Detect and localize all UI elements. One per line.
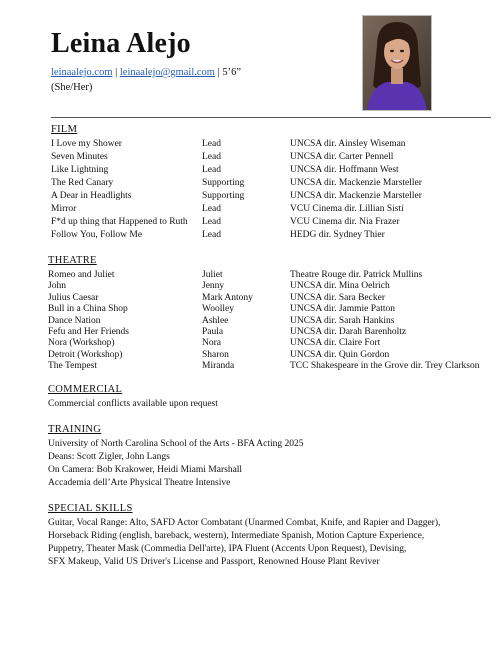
role: Lead — [202, 204, 221, 214]
training-section-title: TRAINING — [48, 424, 102, 435]
role: Lead — [202, 152, 221, 162]
company-director: Theatre Rouge dir. Patrick Mullins — [290, 270, 423, 280]
height-text: 5’6” — [222, 67, 242, 78]
header-divider — [51, 117, 491, 118]
project-title: Fefu and Her Friends — [48, 327, 129, 337]
role: Lead — [202, 165, 221, 175]
role: Nora — [202, 338, 221, 349]
role: Jenny — [202, 281, 225, 292]
company-director: UNCSA dir. Mina Oelrich — [290, 281, 390, 292]
skills-line: Horseback Riding (english, bareback, western), Intermediate Spanish, Motion Capture Experience, — [48, 531, 425, 541]
company-director: HEDG dir. Sydney Thier — [290, 230, 385, 240]
project-title: Detroit (Workshop) — [48, 349, 123, 360]
pronouns: (She/Her) — [51, 82, 93, 93]
skills-line: SFX Makeup, Valid US Driver's License and Passport, Renowned House Plant Reviver — [48, 557, 380, 567]
role: Juliet — [202, 270, 223, 280]
role: Ashlee — [202, 315, 229, 326]
skills-line: Guitar, Vocal Range: Alto, SAFD Actor Combatant (Unarmed Combat, Knife, and Rapier and Dagger), — [48, 518, 441, 528]
company-director: UNCSA dir. Carter Pennell — [290, 152, 394, 162]
role: Miranda — [202, 361, 235, 372]
project-title: A Dear in Headlights — [51, 191, 132, 201]
project-title: John — [48, 281, 66, 292]
project-title: Julius Caesar — [48, 292, 99, 303]
role: Mark Antony — [202, 292, 253, 303]
headshot-photo — [362, 15, 432, 111]
company-director: UNCSA dir. Sarah Hankins — [290, 315, 395, 326]
project-title: Bull in a China Shop — [48, 304, 128, 315]
company-director: UNCSA dir. Claire Fort — [290, 338, 381, 349]
training-line: Deans: Scott Zigler, John Langs — [48, 452, 170, 462]
project-title: F*d up thing that Happened to Ruth — [51, 217, 188, 227]
company-director: UNCSA dir. Mackenzie Marsteller — [290, 191, 422, 201]
commercial-section-title: COMMERCIAL — [48, 384, 123, 395]
company-director: UNCSA dir. Hoffmann West — [290, 165, 399, 175]
company-director: UNCSA dir. Sara Becker — [290, 292, 385, 303]
role: Paula — [202, 327, 224, 337]
film-section-title: FILM — [51, 124, 78, 135]
contact-line — [51, 67, 241, 78]
contact-separator: | — [112, 67, 120, 78]
project-title: Follow You, Follow Me — [51, 230, 143, 240]
project-title: Mirror — [51, 204, 77, 214]
role: Supporting — [202, 191, 245, 201]
training-line: On Camera: Bob Krakower, Heidi Miami Marshall — [48, 465, 243, 475]
company-director: VCU Cinema dir. Nia Frazer — [290, 217, 400, 227]
role: Sharon — [202, 349, 229, 360]
project-title: Nora (Workshop) — [48, 338, 115, 349]
role: Supporting — [202, 178, 245, 188]
contact-separator: | — [214, 67, 223, 78]
project-title: The Red Canary — [51, 178, 114, 188]
skills-line: Puppetry, Theater Mask (Commedia Dell'arte), IPA Fluent (Accents Upon Request), Devising, — [48, 544, 407, 554]
project-title: Like Lightning — [51, 165, 109, 175]
role: Lead — [202, 230, 221, 240]
company-director: VCU Cinema dir. Lillian Sisti — [290, 204, 404, 214]
role: Lead — [202, 217, 221, 227]
company-director: UNCSA dir. Jammie Patton — [290, 304, 396, 315]
theatre-section-title: THEATRE — [48, 255, 97, 266]
project-title: Dance Nation — [48, 315, 101, 326]
company-director: UNCSA dir. Mackenzie Marsteller — [290, 178, 422, 188]
project-title: Seven Minutes — [51, 152, 108, 162]
company-director: UNCSA dir. Quin Gordon — [290, 349, 390, 360]
project-title: I Love my Shower — [51, 139, 122, 149]
company-director: UNCSA dir. Ainsley Wiseman — [290, 139, 406, 149]
project-title: Romeo and Juliet — [48, 270, 115, 280]
resume-name: Leina Alejo — [51, 28, 191, 59]
company-director: UNCSA dir. Darah Barenholtz — [290, 327, 407, 337]
website-link[interactable]: leinaalejo.com — [51, 67, 113, 78]
commercial-line: Commercial conflicts available upon request — [48, 399, 218, 409]
project-title: The Tempest — [48, 361, 98, 372]
role: Woolley — [202, 304, 234, 315]
training-line: Accademia dell’Arte Physical Theatre Intensive — [48, 478, 231, 488]
company-director: TCC Shakespeare in the Grove dir. Trey Clarkson — [290, 361, 480, 372]
role: Lead — [202, 139, 221, 149]
training-line: University of North Carolina School of the Arts - BFA Acting 2025 — [48, 439, 304, 449]
email-link[interactable]: leinaalejo@gmail.com — [119, 67, 215, 78]
skills-section-title: SPECIAL SKILLS — [48, 503, 133, 514]
